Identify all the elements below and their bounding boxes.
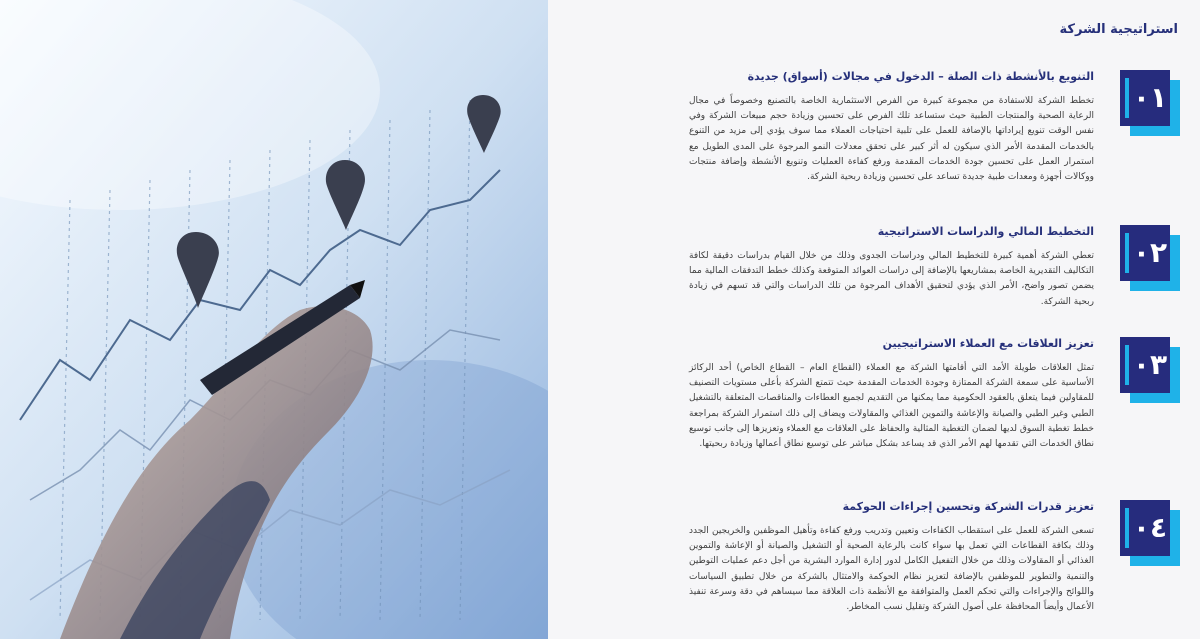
badge-box [1120,337,1170,393]
content-panel [560,0,1200,639]
number-badge [1120,337,1180,403]
badge-accent-line [1125,508,1129,548]
section-body: تخطط الشركة للاستفادة من مجموعة كبيرة من الفرص الاستثمارية الخاصة بالتصنيع وخصوصاً في مجال الرعاية الصحية والمنتجات الطبية حيث ستساعد تلك الفرص على تحسين وزيادة حجم مبيعات الشركة وفي نفس الوقت تنويع إيراداتها بالإضافة للعمل على تلبية احتياجات العملاء مما سوف يؤدي إلى مزيد من التنوع بالخدمات المقدمة الأمر الذي سيكون له أثر كبير على تحقق معدلات النمو المرجوة على المدى الطويل مع استمرار العمل على تحسين جودة الخدمات المقدمة ورفع كفاءة العمليات وتنويع الأنشطة وإضافة منتجات ووكالات أجهزة ومعدات طبية جديدة تساعد على تحسين وزيادة ربحية الشركة. [689,96,1094,183]
badge-number: ٠١ [1132,81,1168,114]
badge-accent-line [1125,233,1129,273]
section-title: تعزيز العلاقات مع العملاء الاستراتيجيين [882,337,1094,350]
section-body: تمثل العلاقات طويلة الأمد التي أقامتها الشركة مع العملاء (القطاع العام – القطاع الخاص) أحد الركائز الأساسية على سمعة الشركة الممتازة وجودة الخدمات المقدمة حيث تتمتع الشركة بأعلى مستويات التصنيف للمقاولين فيما يتعلق بالعقود الحكومية مما يمكنها من التقديم لجميع العطاءات والمناقصات المتعلقة بالتشغيل الطبي وغير الطبي والصيانة والإعاشة والتموين الغذائي والمقاولات ويضاف إلى ذلك استمرار الشركة بمراجعة خطط تغطية السوق لديها لضمان التغطية المثالية والحفاظ على العلاقات مع العملاء وتعزيزها إلى جانب توسيع نطاق الخدمات التي تقدمها لهم الأمر الذي قد يساعد بشكل مباشر على توسيع نطاق أعمالها وزيادة ربحيتها. [689,363,1094,450]
section-body: تعطي الشركة أهمية كبيرة للتخطيط المالي ودراسات الجدوى وذلك من خلال القيام بدراسات دقيقة لكافة التكاليف التقديرية الخاصة بمشاريعها بالإضافة إلى دراسات العوائد المتوقعة وكذلك خطط التدفقات المالية مما يضمن تصور واضح، الأمر الذي يؤدي لتحقيق الأهداف المرجوة من تلك الدراسات والتي قد تسهم في زيادة ربحية الشركة. [689,251,1094,307]
section-title: تعزيز قدرات الشركة وتحسين إجراءات الحوكمة [842,500,1094,513]
section-title: التخطيط المالي والدراسات الاستراتيجية [877,225,1094,238]
section-title: التنويع بالأنشطة ذات الصلة – الدخول في مجالات (أسواق) جديدة [747,70,1094,83]
badge-number: ٠٢ [1132,236,1168,269]
number-badge [1120,70,1180,136]
badge-accent-line [1125,78,1129,118]
page-title: استراتيجية الشركة [1059,22,1178,37]
chart-hand-illustration [0,0,548,639]
hero-image [0,0,548,639]
badge-number: ٠٣ [1132,348,1168,381]
badge-box [1120,70,1170,126]
badge-number: ٠٤ [1132,511,1168,544]
number-badge [1120,225,1180,291]
section-body: تسعى الشركة للعمل على استقطاب الكفاءات وتعيين وتدريب ورفع كفاءة وتأهيل الموظفين والخريجين الجدد وذلك بكافة القطاعات التي تعمل بها سواء كانت بالرعاية الصحية أو التشغيل والصيانة أو الإعاشة والتموين الغذائي أو المقاولات وذلك من خلال التفعيل الكامل لدور إدارة الموارد البشرية من أجل دعم عمليات التوطين والتنمية والتطوير للموظفين بالإضافة لتعزيز نظام الحوكمة والامتثال بالشركة من خلال تطبيق السياسات واللوائح والإجراءات والتي تحكم العمل والمتوافقة مع الأنظمة ذات العلاقة مما سيساهم في دقة وسرعة تنفيذ الأعمال وأيضاً المحافظة على أصول الشركة وتقليل نسب المخاطر. [689,526,1094,613]
badge-accent-line [1125,345,1129,385]
badge-box [1120,225,1170,281]
number-badge [1120,500,1180,566]
badge-box [1120,500,1170,556]
